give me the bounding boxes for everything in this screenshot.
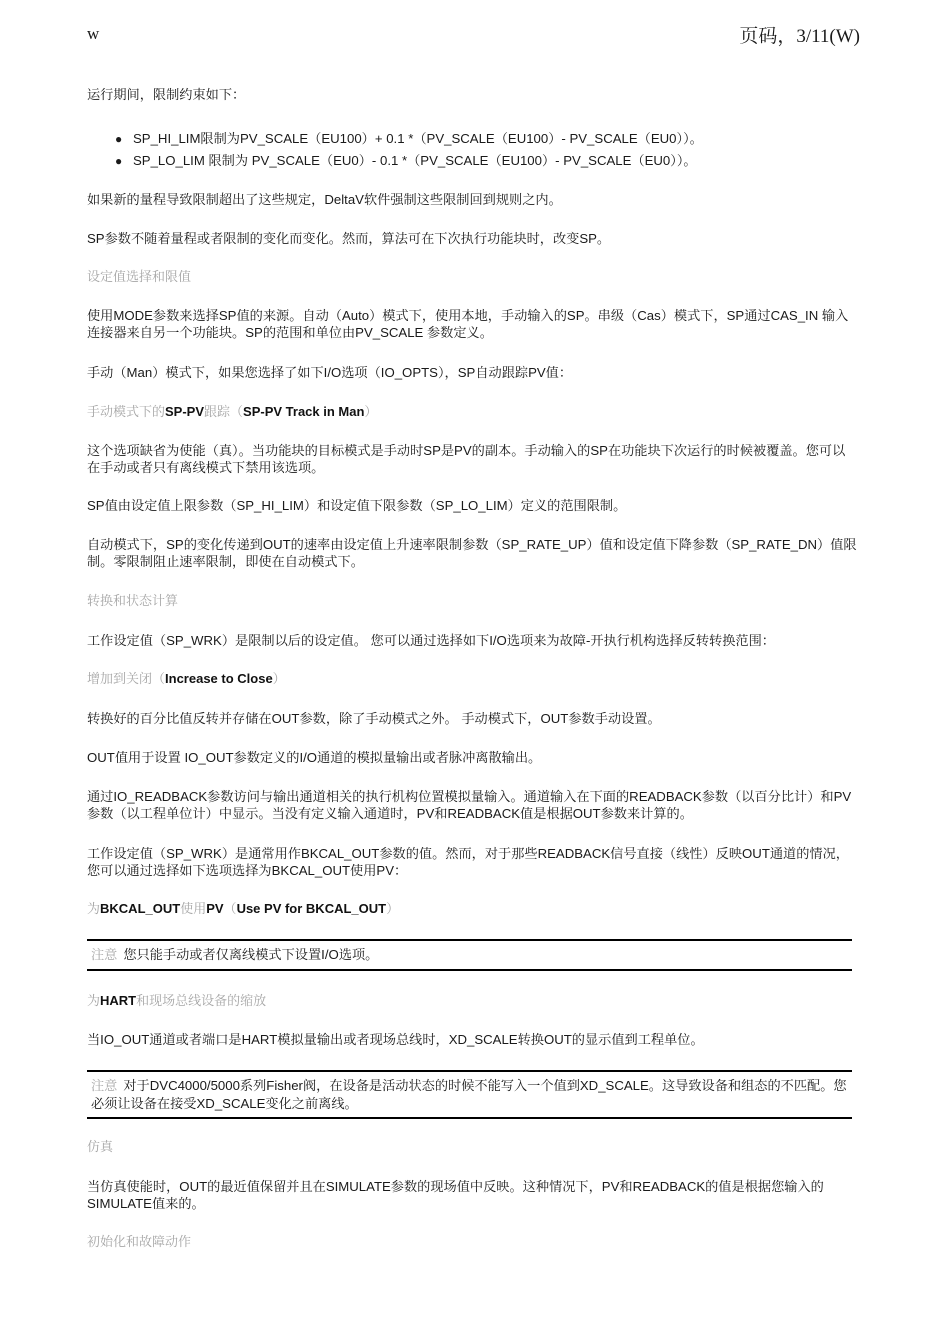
note-text: 对于DVC4000/5000系列Fisher阀，在设备是活动状态的时候不能写入一个值到XD_SCALE。这导致设备和组态的不匹配。您必须让设备在接受XD_SCALE变化之前离线。	[91, 1078, 847, 1111]
note-label: 注意	[91, 948, 118, 963]
paragraph: 自动模式下，SP的变化传递到OUT的速率由设定值上升速率限制参数（SP_RATE_UP）值和设定值下降参数（SP_RATE_DN）值限制。零限制阻止速率限制，即使在自动模式下。	[87, 537, 857, 569]
note-text: 您只能手动或者仅离线模式下设置I/O选项。	[123, 947, 379, 962]
paragraph: OUT值用于设置 IO_OUT参数定义的I/O通道的模拟量输出或者脉冲离散输出。	[87, 750, 542, 765]
bullet-icon: ●	[115, 154, 123, 168]
option-heading: 为BKCAL_OUT使用PV（Use PV for BKCAL_OUT）	[87, 901, 400, 917]
note-box	[87, 939, 852, 971]
paragraph: 工作设定值（SP_WRK）是通常用作BKCAL_OUT参数的值。然而，对于那些READBACK信号直接（线性）反映OUT通道的情况，您可以通过选择如下选项选择为BKCAL_OUT使用PV：	[87, 846, 849, 878]
option-heading: 手动模式下的SP-PV跟踪（SP-PV Track in Man）	[87, 404, 378, 420]
paragraph: 通过IO_READBACK参数访问与输出通道相关的执行机构位置模拟量输入。通道输入在下面的READBACK参数（以百分比计）和PV参数（以工程单位计）中显示。当没有定义输入通道时，PV和READBACK值是根据OUT参数来计算的。	[87, 789, 852, 821]
page-number: 页码，3/11(W)	[739, 26, 860, 47]
section-heading: 仿真	[87, 1140, 114, 1155]
header-left: w	[87, 24, 100, 43]
section-heading: 设定值选择和限值	[87, 270, 192, 285]
paragraph: SP值由设定值上限参数（SP_HI_LIM）和设定值下限参数（SP_LO_LIM）定义的范围限制。	[87, 498, 627, 513]
list-item-text: SP_LO_LIM 限制为 PV_SCALE（EU0）- 0.1 *（PV_SCALE（EU100）- PV_SCALE（EU0））。	[133, 153, 697, 168]
paragraph: 转换好的百分比值反转并存储在OUT参数，除了手动模式之外。 手动模式下，OUT参数手动设置。	[87, 711, 661, 726]
paragraph: SP参数不随着量程或者限制的变化而变化。然而，算法可在下次执行功能块时，改变SP。	[87, 231, 611, 246]
limit-list	[87, 128, 867, 172]
paragraph: 当IO_OUT通道或者端口是HART模拟量输出或者现场总线时，XD_SCALE转换OUT的显示值到工程单位。	[87, 1032, 704, 1047]
paragraph: 如果新的量程导致限制超出了这些规定，DeltaV软件强制这些限制回到规则之内。	[87, 192, 562, 207]
list-item	[87, 150, 867, 172]
list-item-text: SP_HI_LIM限制为PV_SCALE（EU100）+ 0.1 *（PV_SCALE（EU100）- PV_SCALE（EU0））。	[133, 131, 703, 146]
bullet-icon: ●	[115, 132, 123, 146]
note-label: 注意	[91, 1079, 118, 1094]
paragraph: 当仿真使能时，OUT的最近值保留并且在SIMULATE参数的现场值中反映。这种情况下，PV和READBACK的值是根据您输入的SIMULATE值来的。	[87, 1179, 824, 1211]
paragraph: 手动（Man）模式下，如果您选择了如下I/O选项（IO_OPTS），SP自动跟踪PV值：	[87, 365, 573, 380]
section-heading: 为HART和现场总线设备的缩放	[87, 993, 267, 1009]
section-heading: 初始化和故障动作	[87, 1235, 192, 1250]
list-item	[87, 128, 867, 150]
section-heading: 转换和状态计算	[87, 594, 179, 609]
note-box	[87, 1070, 852, 1119]
paragraph: 工作设定值（SP_WRK）是限制以后的设定值。 您可以通过选择如下I/O选项来为故障-开执行机构选择反转转换范围：	[87, 633, 775, 648]
option-heading: 增加到关闭（Increase to Close）	[87, 671, 286, 687]
intro-text: 运行期间，限制约束如下：	[87, 87, 246, 102]
paragraph: 使用MODE参数来选择SP值的来源。自动（Auto）模式下，使用本地，手动输入的SP。串级（Cas）模式下，SP通过CAS_IN 输入连接器来自另一个功能块。SP的范围和单位由PV_SCALE 参数定义。	[87, 308, 849, 340]
paragraph: 这个选项缺省为使能（真）。当功能块的目标模式是手动时SP是PV的副本。手动输入的SP在功能块下次运行的时候被覆盖。您可以在手动或者只有离线模式下禁用该选项。	[87, 443, 846, 475]
